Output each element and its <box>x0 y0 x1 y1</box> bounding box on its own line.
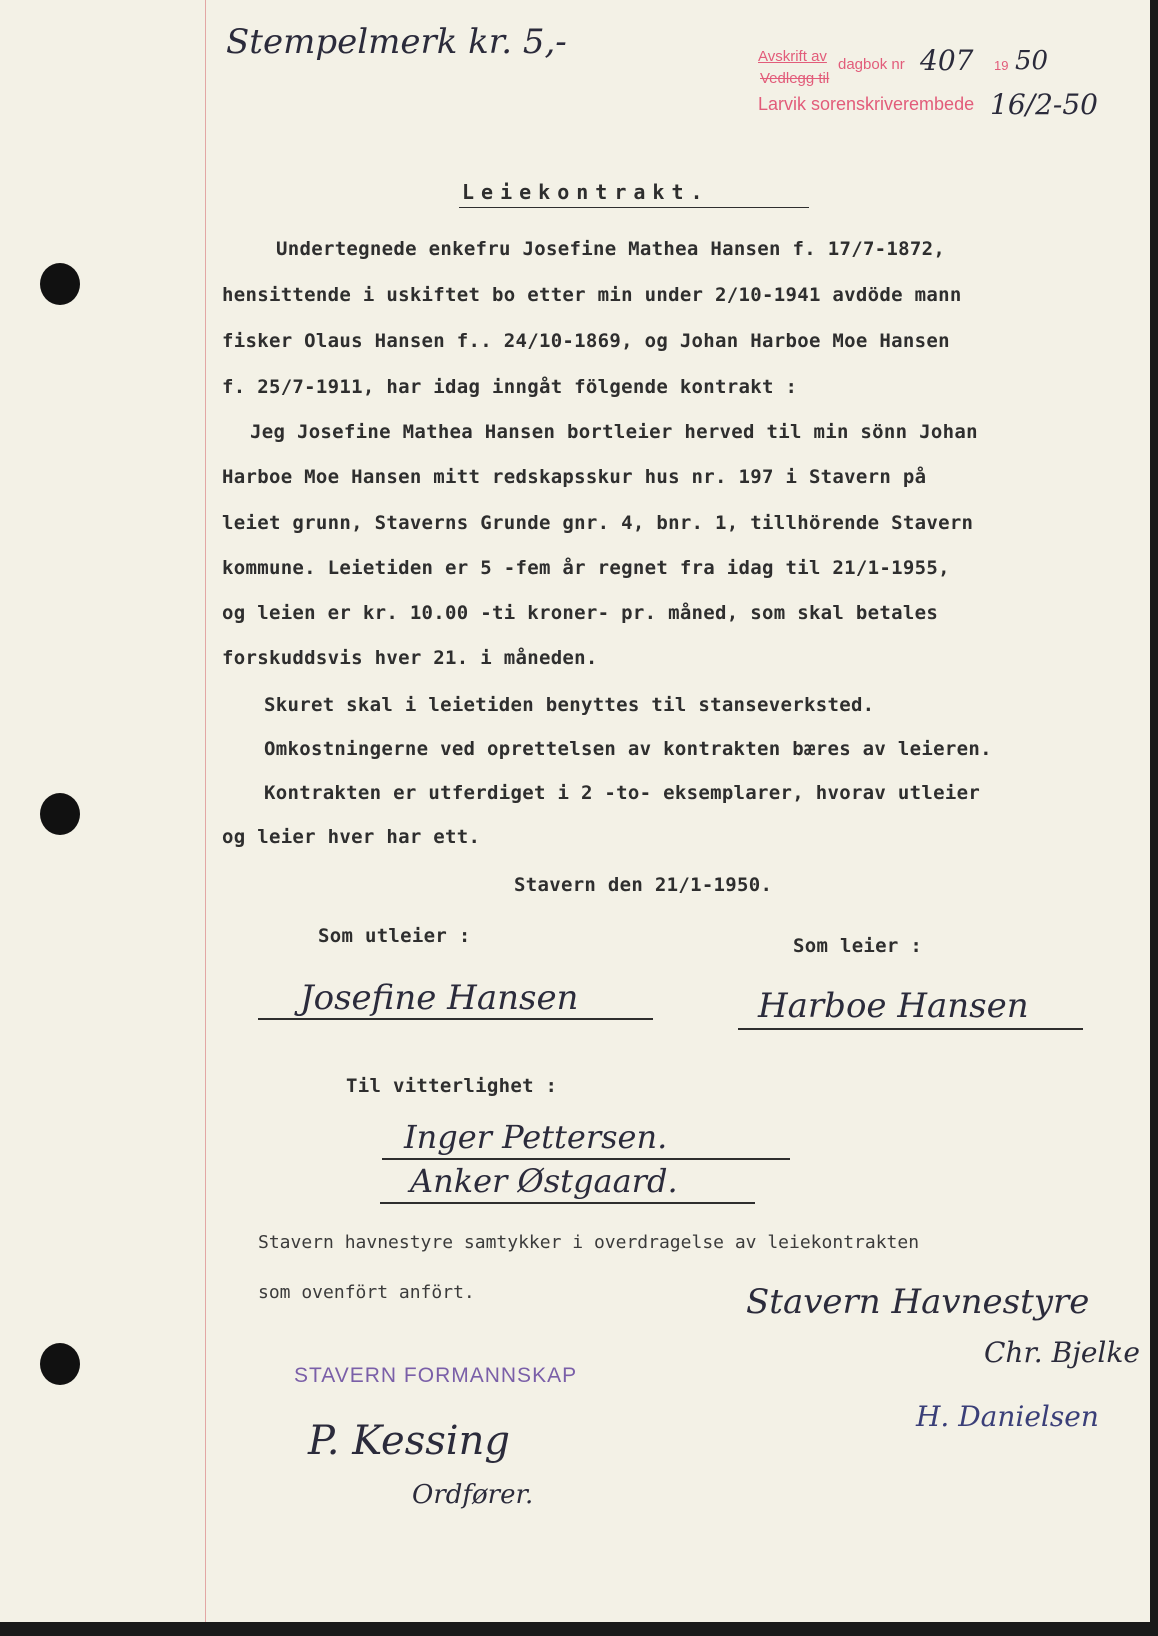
lessor-signature-line <box>258 1018 653 1020</box>
harbour-board-signature: Stavern Havnestyre <box>746 1282 1090 1322</box>
lessee-signature-line <box>738 1028 1083 1030</box>
body-line: hensittende i uskiftet bo etter min under 2/10-1941 avdöde mann <box>222 284 962 306</box>
formannskap-stamp: STAVERN FORMANNSKAP <box>294 1364 578 1387</box>
mayor-title: Ordfører. <box>412 1480 534 1510</box>
place-date: Stavern den 21/1-1950. <box>514 874 773 896</box>
lessee-signature: Harboe Hansen <box>758 986 1029 1026</box>
body-line: forskuddsvis hver 21. i måneden. <box>222 647 598 669</box>
body-line: Undertegnede enkefru Josefine Mathea Hansen f. 17/7-1872, <box>276 238 946 260</box>
stamp-date: 16/2-50 <box>990 88 1098 121</box>
body-line: Jeg Josefine Mathea Hansen bortleier herved til min sönn Johan <box>250 421 978 443</box>
harbour-signatory-2: H. Danielsen <box>916 1400 1099 1433</box>
stamp-vedlegg: Vedlegg til <box>760 70 830 87</box>
witness-line-2 <box>380 1202 755 1204</box>
margin-line <box>205 0 206 1622</box>
stamp-dagbok-label: dagbok nr <box>838 56 905 73</box>
body-line: f. 25/7-1911, har idag inngåt fölgende kontrakt : <box>222 376 798 398</box>
lessor-signature: Josefine Hansen <box>300 978 579 1018</box>
consent-line: Stavern havnestyre samtykker i overdragelse av leiekontrakten <box>258 1232 920 1253</box>
handwritten-stamp-fee: Stempelmerk kr. 5,- <box>226 22 567 62</box>
body-line: leiet grunn, Staverns Grunde gnr. 4, bnr. 1, tillhörende Stavern <box>222 512 974 534</box>
witness-line-1 <box>382 1158 790 1160</box>
lessee-label: Som leier : <box>793 935 923 957</box>
body-line: fisker Olaus Hansen f.. 24/10-1869, og Johan Harboe Moe Hansen <box>222 330 950 352</box>
document-title: Leiekontrakt. <box>462 180 710 204</box>
stamp-court-office: Larvik sorenskriverembede <box>758 94 975 114</box>
mayor-signature: P. Kessing <box>308 1418 510 1464</box>
stamp-avskrift: Avskrift av <box>758 48 827 65</box>
body-line: og leien er kr. 10.00 -ti kroner- pr. måned, som skal betales <box>222 602 939 624</box>
dagbok-year: 50 <box>1015 46 1049 76</box>
harbour-signatory-1: Chr. Bjelke <box>984 1336 1140 1369</box>
body-line: Skuret skal i leietiden benyttes til stanseverksted. <box>264 694 875 716</box>
body-line: Kontrakten er utferdiget i 2 -to- eksemplarer, hvorav utleier <box>264 782 981 804</box>
lessor-label: Som utleier : <box>318 925 471 947</box>
consent-line: som ovenfört anfört. <box>258 1282 475 1303</box>
witness-label: Til vitterlighet : <box>346 1075 558 1097</box>
dagbok-number: 407 <box>920 44 974 77</box>
punch-hole <box>40 793 80 835</box>
body-line: og leier hver har ett. <box>222 826 481 848</box>
body-line: Omkostningerne ved oprettelsen av kontrakten bæres av leieren. <box>264 738 992 760</box>
title-underline <box>459 207 809 208</box>
witness-signature-1: Inger Pettersen. <box>404 1118 668 1156</box>
witness-signature-2: Anker Østgaard. <box>410 1162 678 1200</box>
stamp-year-prefix: 19 <box>994 58 1009 73</box>
punch-hole <box>40 263 80 305</box>
punch-hole <box>40 1343 80 1385</box>
body-line: Harboe Moe Hansen mitt redskapsskur hus nr. 197 i Stavern på <box>222 466 927 488</box>
body-line: kommune. Leietiden er 5 -fem år regnet fra idag til 21/1-1955, <box>222 557 950 579</box>
